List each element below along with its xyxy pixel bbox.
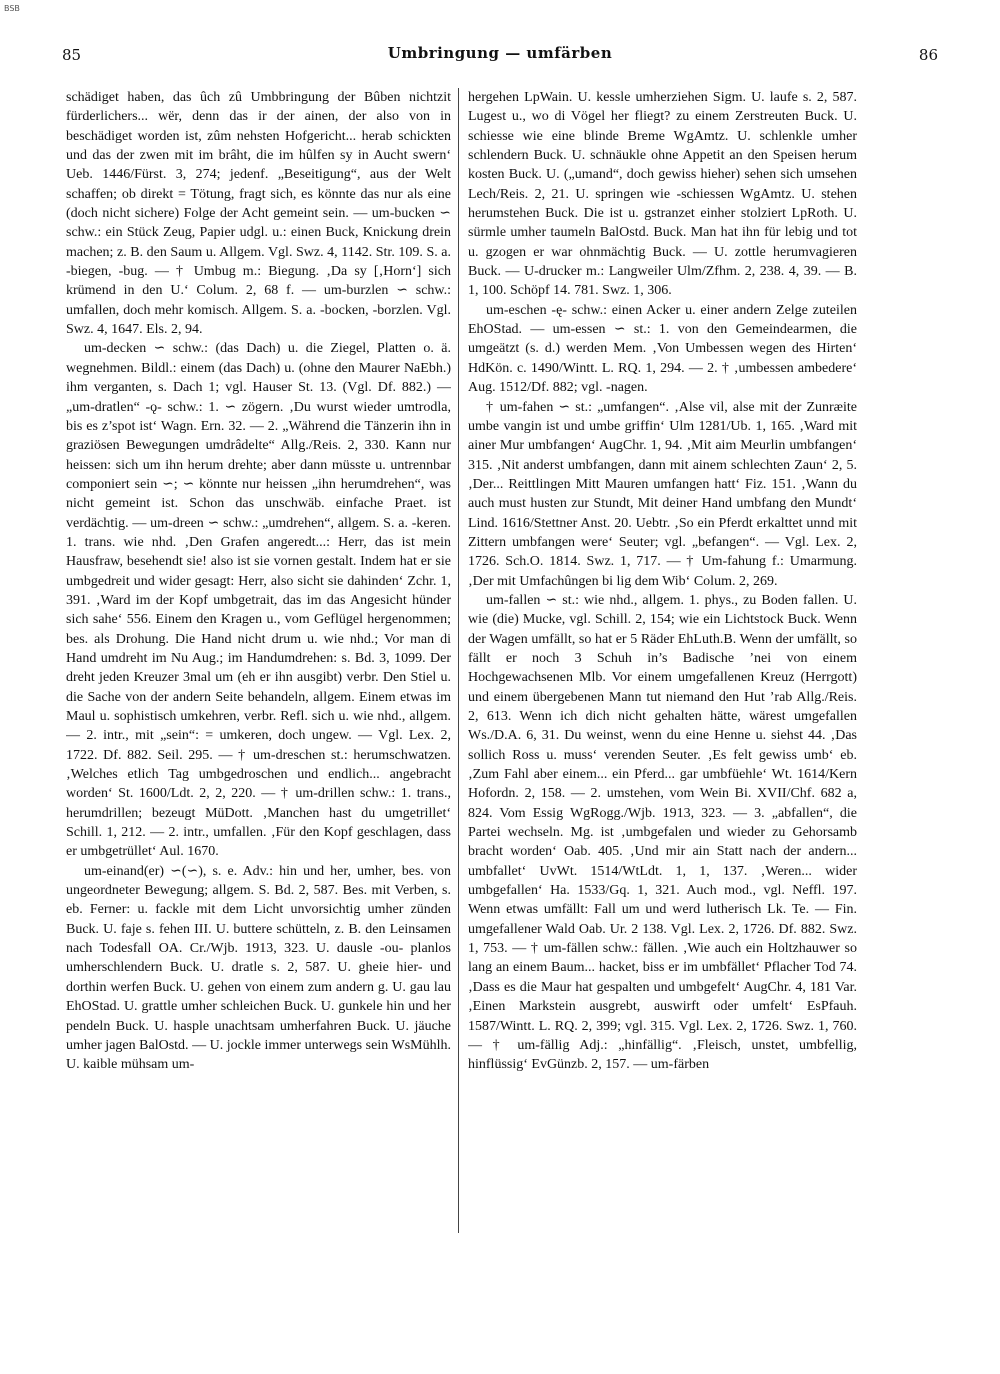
library-stamp: BSB [4,4,20,13]
page-number-right: 86 [918,46,938,64]
entry-paragraph: schädiget haben, das ûch zû Umbbringung der Bûben nichtzit fürderlichers... wër, denn das ir der ainen, der also von in beschädiget worden ist, zûm nehsten Hofgericht... herab schickten und das der zwen mit im brâht, die im hûlfen sy in Aucht swern‘ Ueb. 1446/Fürst. 3, 274; jedenf. „Beseitigung“, aus der Welt schaffen; ob direkt = Tötung, fragt sich, es könnte das nur als eine (doch nicht sichere) Folge der Acht gemeint sein. — um-bucken ∽ schw.: ein Stück Zeug, Papier udgl. u.: einen Buck, Knickung drein machen; z. B. den Saum u. Allgem. Vgl. Swz. 4, 1142. Str. 109. S. a. -biegen, -bug. — † Umbug m.: Biegung. ‚Da sy [‚Horn‘] sich krümend in den U.‘ Colum. 2, 68 f. — um-burzlen ∽ schw.: umfallen, doch mehr komisch. Allgem. S. a. -bocken, -borzlen. Vgl. Swz. 4, 1647. Els. 2, 94. [66,90,451,338]
page-number-left: 85 [62,46,82,64]
entry-paragraph: um-fallen ∽ st.: wie nhd., allgem. 1. phys., zu Boden fallen. U. wie (die) Mucke, vgl. Schill. 2, 154; wie ein Lichtstock Buck. Wenn der Wagen umfällt, so hat er 5 Räder EhLuth.B. Wenn der umfällt, so fällt er noch 3 Schuh in’s Badische ’nei von einem Hochgewachsenen Mlb. Vor einem umgefallenen Kreuz (Herrgott) und einem übergebenen Mann tut niemand den Hut ’rab Allg./Reis. 2, 613. Wenn ich dich nicht gehalten hätte, wärest umgefallen Ws./D.A. 6, 31. Du weinst, wenn du eine Henne u. siehst 44. ‚Das sollich Ross u. muss‘ verenden Seuter. ‚Es felt gewiss umb‘ eb. ‚Zum Fahl aber einem... ein Pferd... gar umbfüehle‘ Wt. 1614/Kern Hofordn. 2, 158. — 2. umstehen, vom Wein Bi. XVII/Chf. 682 a, 824. Vom Essig WgRogg./Wjb. 1913, 323. — 3. „abfallen“, die Partei wechseln. Mg. ist ‚umbgefalen und wieder zu Gehorsamb bracht worden‘ Oab. 405. ‚Und mir ain Statt nach der andern... umbfallet‘ UvWt. 1514/WtLdt. 1, 1, 137. ‚Weren... wider umbgefallen‘ Ha. 1533/Gq. 1, 321. Auch mod., vgl. Neffl. 197. Wenn etwas umfällt: Fall um und werd lutherisch Lk. Te. — Fin. umgefallener Wald Oab. Ur. 2 138. Vgl. Lex. 2, 1726. Df. 882. Swz. 1, 753. — † um-fällen schw.: fällen. ‚Wie auch ein Holtzhauwer so lang an einem Baum... hacket, biss er im umbfället‘ Pflacher Tod 74. ‚Dass es die Maur hat gespalten und umbgefelt‘ AugChr. 4, 181 Var. ‚Einen Markstein ausgrebt, auswirft oder umfelt‘ EsPfauh. 1587/Wintt. L. RQ. 2, 399; vgl. 315. Vgl. Lex. 2, 1726. Swz. 1, 760. — † um-fällig Adj.: „hinfällig“. ‚Fleisch, unstet, umbfellig, hinflüssig‘ EvGünzb. 2, 157. — um-färben [468,592,857,1073]
entry-paragraph: um-eschen -ę- schw.: einen Acker u. einer andern Zelge zuteilen EhOStad. — um-essen ∽ st.: 1. von den Gemeindearmen, die umgeätzt (s. d.) werden Mem. ‚Von Umbessen wegen des Hirten‘ HdKön. c. 1490/Wintt. L. RQ. 1, 294. — 2. † ‚umbessen ambedere‘ Aug. 1512/Df. 882; vgl. -nagen. [468,302,857,396]
entry-paragraph: hergehen LpWain. U. kessle umherziehen Sigm. U. laufe s. 2, 587. Lugest u., wo di Vögel her fliegt? zu einem Zerstreuten Buck. U. schiesse wie eine blinde Breme WgAmtz. U. schlenkle umher schlendern Buck. U. schnäukle ohne Appetit an den Speisen herum kosten Buck. U. („umand“, doch gewiss hieher) sehen sich umsehen Lech/Reis. 2, 21. U. springen wie -schiessen WgAmtz. U. stehen herumstehen Buck. Die ist u. gstranzet einher stolziert LpRoth. U. sürmle umher taumeln BalOstd. Buck. Man hat ihn für lebig und tot u. gzogen er war ohnmächtig Buck. — U. zottle herumvagieren Buck. — U-drucker m.: Langweiler Ulm/Zfhm. 2, 238. 4, 39. — B. 1, 100. Schöpf 14. 781. Swz. 1, 306. [468,90,857,299]
right-column [468,88,857,1238]
running-title: Umbringung — umfärben [387,44,613,62]
left-column [66,88,451,1238]
entry-paragraph: um-einand(er) ∽(∽), s. e. Adv.: hin und her, umher, bes. von ungeordneter Bewegung; allgem. S. Bd. 2, 587. Bes. mit Verben, s. eb. Ferner: u. fackle mit dem Licht unvorsichtig umher zünden Buck. U. faje s. fehen III. U. buttere schütteln, z. B. den Leinsamen nach Todesfall OA. Cr./Wjb. 1913, 323. U. dausle -ou- planlos umherschlendern Buck. U. dratle s. 2, 587. U. gheie hier- und dorthin werfen Buck. U. gehen von einem zum andern g. U. gau lau EhOStad. U. grattle umher schleichen Buck. U. gunkele hin und her pendeln Buck. U. hasple unachtsam umherfahren Buck. U. jäuche umher jagen BalOstd. — U. jockle immer unterwegs sein WsMühlh. U. kaible mühsam um- [66,863,451,1073]
column-divider [458,88,459,1233]
entry-paragraph: um-decken ∽ schw.: (das Dach) u. die Ziegel, Platten o. ä. wegnehmen. Bildl.: einem (das Dach) u. (ohne den Maurer NaEbh.) ihm verganten, s. Dach 1; vgl. Hauser St. 13. (Vgl. Df. 882.) — „um-dratlen“ -ǫ- schw.: 1. ∽ zögern. ‚Du wurst wieder umtrodla, bis es z’spot ist‘ Wagn. Ern. 32. — 2. „Während die Tänzerin ihn in graziösen Bewegungen umdrâdelte“ Allg./Reis. 2, 330. Kann nur heissen: sich um ihn herum drehte; aber dann müsste u. untrennbar componiert sein ∽; ∽ könnte nur heissen „ihn herumdrehen“, was nicht gemeint ist. Schon das unschwäb. einfache Praet. ist verdächtig. — um-dreen ∽ schw.: „umdrehen“, allgem. S. a. -keren. 1. trans. wie nhd. ‚Den Grafen angeredt...: Herr, das ist mein Hausfraw, besehendt sie! also ist sie vornen gestalt. Indem hat er sie umbgedreit und wider gesagt: Herr, also sicht sie dahinden‘ Zchr. 1, 391. ‚Ward im der Kopf umbgetrait, das im das Angesicht hünder sich sahe‘ 556. Einem den Kragen u., vom Geflügel hergenommen; bes. als Drohung. Die Hand nicht drum u. wie nhd.; Vor man di Hand umdreht im Nu Aug.; im Handumdrehen: s. Bd. 3, 1099. Der dreht jeden Kreuzer 3mal um (eh er ihn ausgibt) verbr. Den Stiel u. die Sache von der andern Seite behandeln, allgem. Einem etwas im Maul u. sophistisch umkehren, verbr. Refl. sich u. wie nhd., allgem. — 2. intr., mit „sein“: = umkeren, doch ungew. — Vgl. Lex. 2, 1722. Df. 882. Seil. 295. — † um-dreschen st.: herumschwatzen. ‚Welches etlich Tag umbgedroschen und endlich... angebracht worden‘ St. 1600/Ldt. 2, 2, 220. — † um-drillen schw.: 1. trans., herumdrillen; bezeugt MüDott. ‚Manchen hast du umgetrillet‘ Schill. 1, 212. — 2. intr., umfallen. ‚Für den Kopf geschlagen, dass er umbgetrüllet‘ Aul. 1670. [66,341,451,860]
entry-paragraph: † um-fahen ∽ st.: „umfangen“. ‚Alse vil, alse mit der Zunræite umbe vangin ist und umbe griffin‘ Ulm 1281/Ub. 1, 165. ‚Ward mit ainer Mur umbfangen‘ AugChr. 1, 94. ‚Mit aim Meurlin umbfangen‘ 315. ‚Nit anderst umbfangen, dann mit ainem schlechten Zaun‘ 2, 5. ‚Der... Reittlingen Mitt Mauren umfangen hatt‘ Fiz. 151. ‚Wann du auch must husten zur Stundt, Mit deiner Hand umbfang den Mundt‘ Lind. 1616/Stettner Anst. 20. Uebtr. ‚So ein Pferdt erkalttet unnd mit Zittern umbfangen were‘ Seuter; vgl. „befangen“. — Vgl. Lex. 2, 1726. Sch.O. 1814. Swz. 1, 717. — † Um-fahung f.: Umarmung. ‚Der mit Umfachûngen bi lig dem Wib‘ Colum. 2, 269. [468,399,857,589]
page-header [62,44,938,70]
